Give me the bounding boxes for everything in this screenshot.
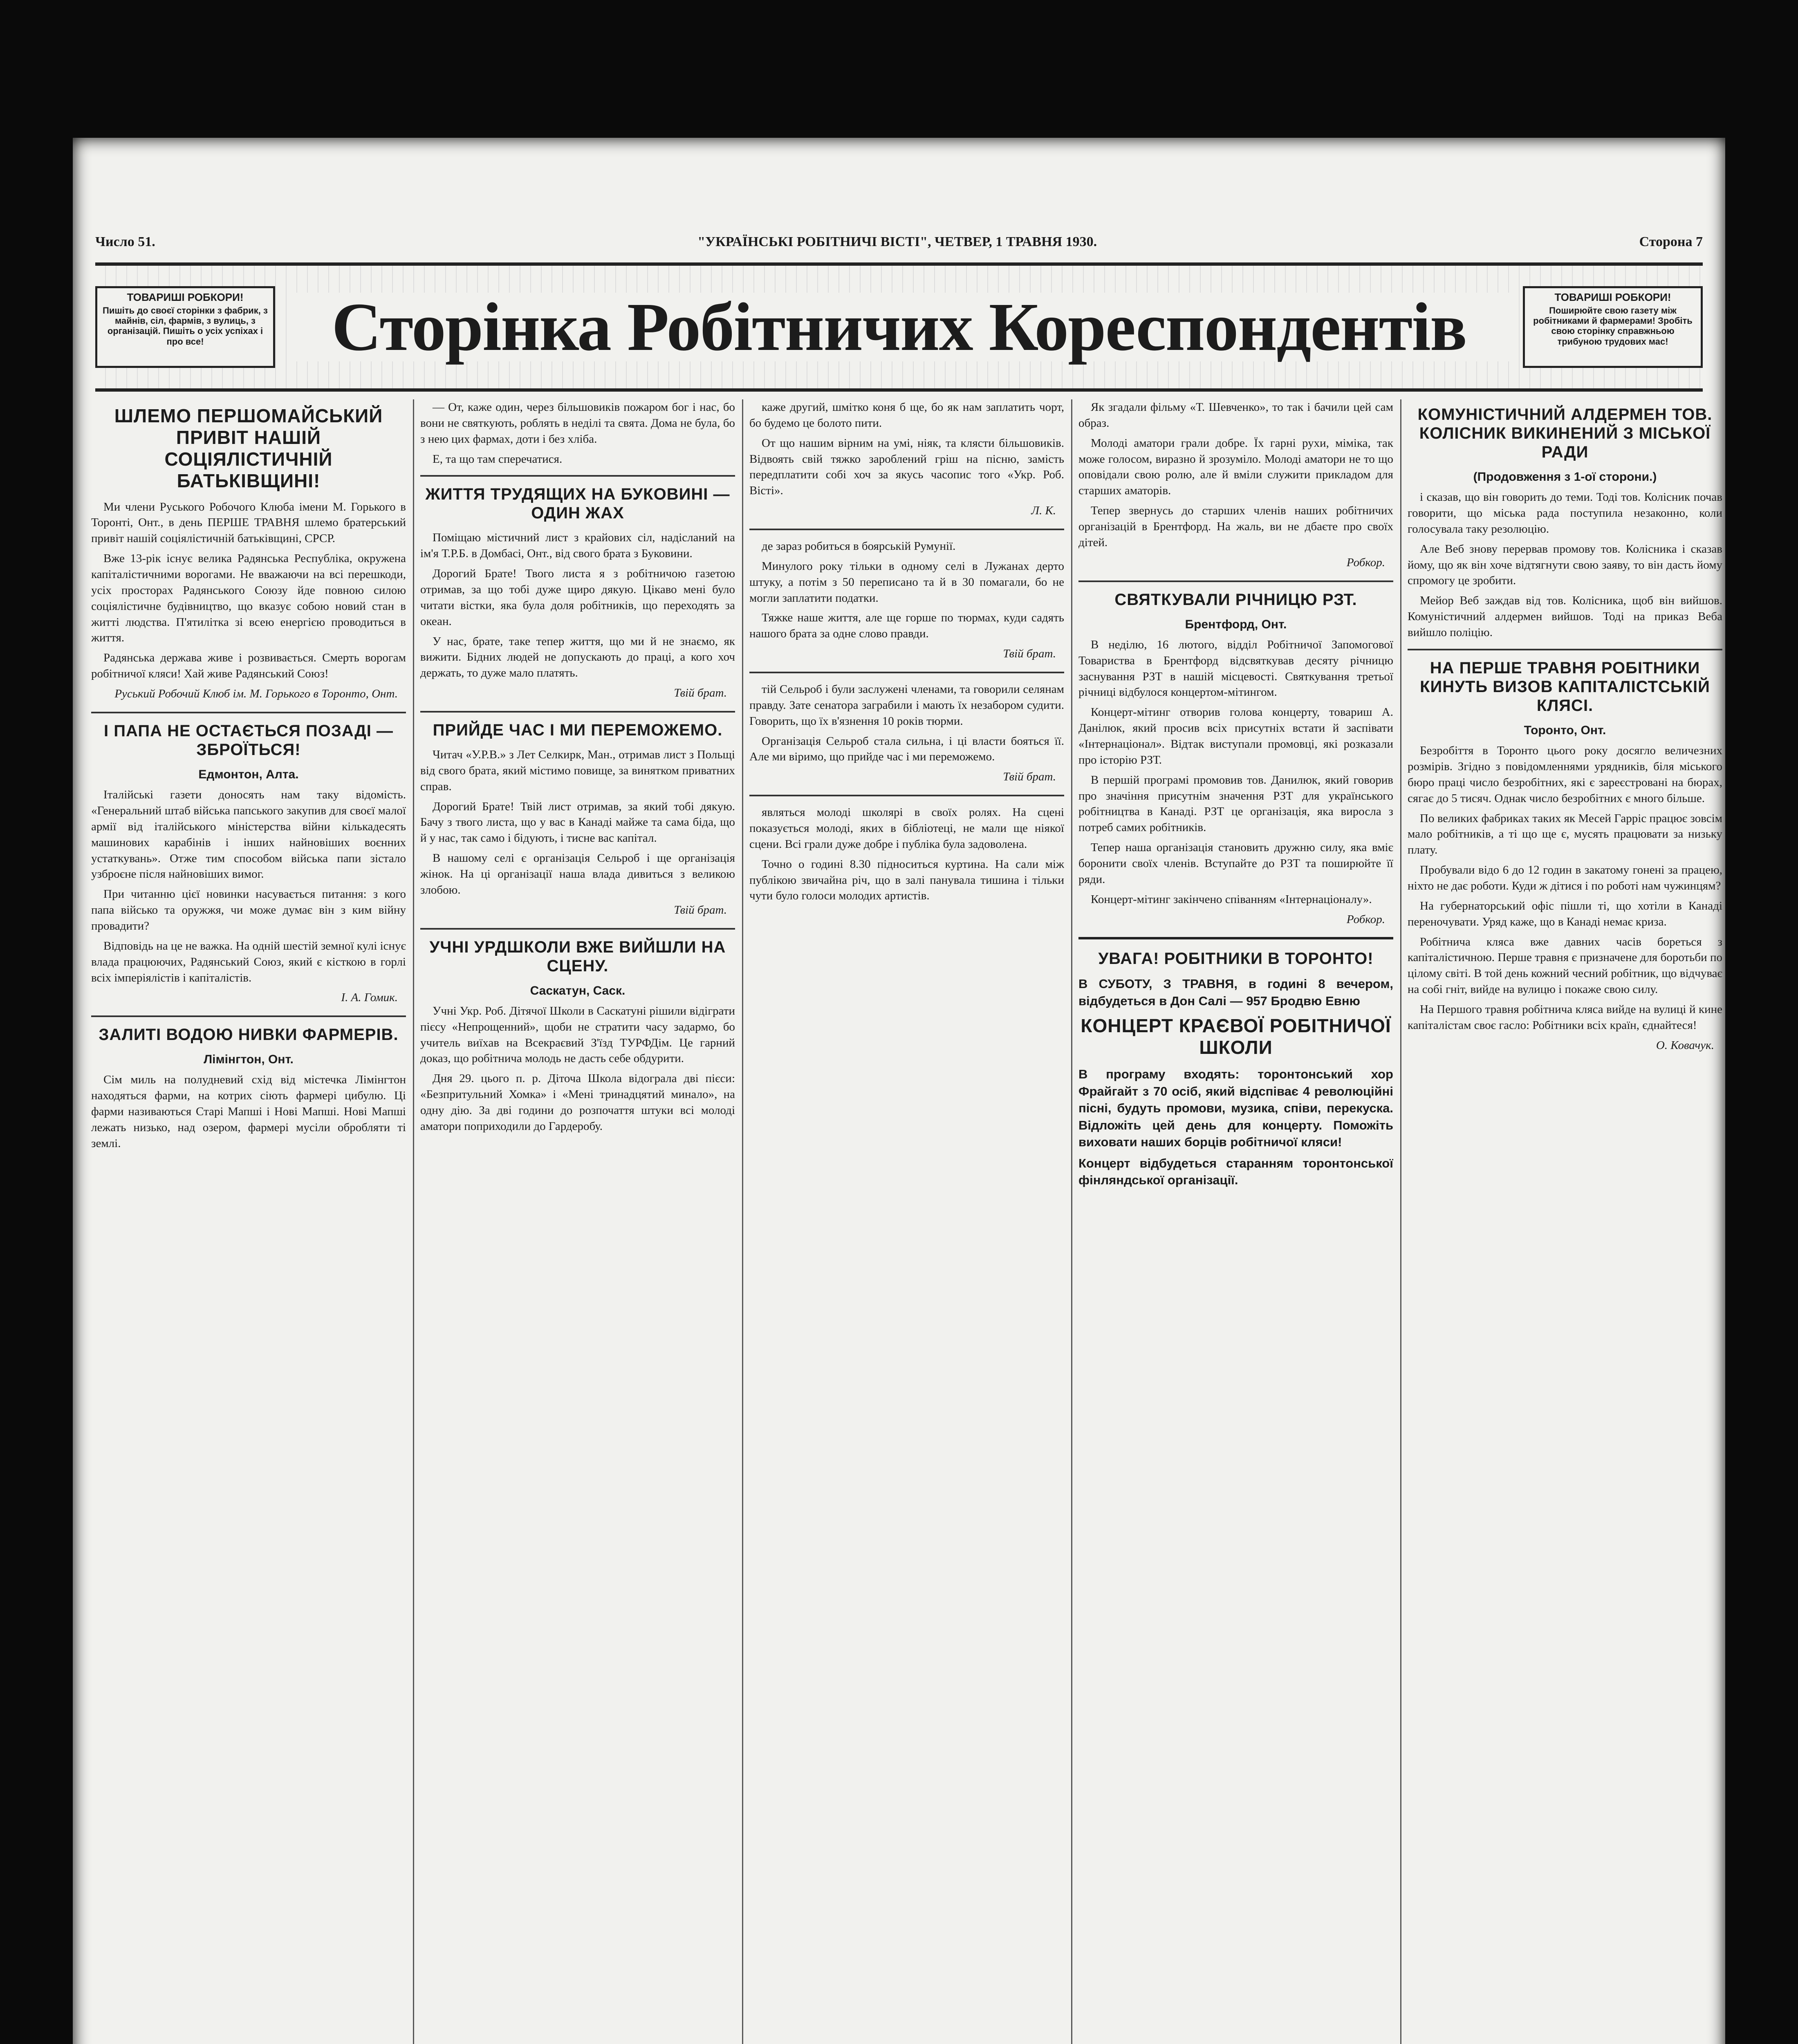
column-4 [1078,399,1393,2044]
article-divider [420,711,735,713]
dateline: Едмонтон, Алта. [198,767,299,781]
article-divider [91,1015,406,1017]
article-paragraph: Дня 29. цього п. р. Діточа Школа відограла дві пієси: «Безпритульний Хомка» і «Мені тринадцятий минало», на одну дію. За дві години до розпочаття штуки всі молоді аматори поприходили до Гардеробу. [420,1072,735,1133]
article-signature: Твій брат. [674,903,727,917]
article-paragraph: Відповідь на це не важка. На одній шестій земної кулі існує влада працюючих, Радянський Союз, який є кісткою в горлі всіх імперіялістів і капіталістів. [91,939,406,984]
article-paragraph: На Першого травня робітнича кляса вийде на вулиці й кине капіталістам своє гасло: Робітники всіх країн, єднайтеся! [1408,1003,1722,1032]
article-divider [1078,580,1393,582]
right-ear-box [1523,286,1703,368]
article-signature: І. А. Гомик. [341,991,398,1004]
column-1 [91,399,406,2044]
article-paragraph: тій Сельроб і були заслужені членами, та говорили селянам правду. Зате сенатора заграбили і мають їх незабором судити. Говорить, що їх в'язнення 10 років тюрми. [749,683,1064,728]
headline-attention-toronto: УВАГА! РОБІТНИКИ В ТОРОНТО! [1098,950,1374,968]
article-paragraph: У нас, брате, таке тепер життя, що ми й не знаємо, як вижити. Бідних людей не допускають до праці, а кого хоч держать, то дуже мало платять. [420,634,735,680]
article-paragraph: Учні Укр. Роб. Дітячої Школи в Саскатуні рішили відіграти пієсу «Непрощенний», щоби не стратити часу задармо, бо учитель виїхав на Всекраєвий З'їзд ТУРФДім. Це гарний доказ, що робітнича молодь не дасть себе обдурити. [420,1004,735,1065]
article-paragraph: На губернаторський офіс пішли ті, що хотіли в Канаді переночувати. Уряд каже, що в Канаді немає криза. [1408,899,1722,928]
article-paragraph: де зараз робиться в боярській Румунії. [762,540,956,553]
article-paragraph: Тяжке наше життя, але ще горше по тюрмах, куди садять нашого брата за одне слово правди. [749,611,1064,641]
article-paragraph: В першій програмі промовив тов. Данилюк, який говорив про значіння присутнім значення РЗТ для українського робітництва в Канаді. РЗТ це організація, яка виросла з потреб самих робітників. [1078,773,1393,834]
article-paragraph: В неділю, 16 лютого, відділ Робітничої Запомогової Товариства в Брентфорд відсвяткував десяту річницю заснування РЗТ в нашій місцевості. Святкування третьої річниці відбулося концертом-мітингом. [1078,638,1393,699]
paper-dateline: "УКРАЇНСЬКІ РОБІТНИЧІ ВІСТІ", ЧЕТВЕР, 1 ТРАВНЯ 1930. [697,234,1097,249]
article-paragraph: Сім миль на полудневий схід від містечка Лімінгтон находяться фарми, на котрих сіють фармері цибулю. Ці фарми називаються Старі Мапші і Нові Мапші. Нові Мапші лежать низько, над озером, фармері мусіли обробляти ті землі. [91,1073,406,1150]
article-paragraph: Дорогий Брате! Твого листа я з робітничою газетою отримав, за що тобі дуже щиро дякую. Цікаво мені було читати вістки, яка була доля робітників, що переходять за океан. [420,567,735,628]
article-paragraph: Точно о годині 8.30 підноситься куртина. На сали між публікою звичайна річ, що в залі панувала тишина і тільки чути було голоси молодих артистів. [749,857,1064,903]
article-paragraph: Безробіття в Торонто цього року досягло величезних розмірів. Згідно з повідомленнями урядників, біля міського бюро праці число безробітних, які є зареєстровані на бюрах, сягає до 5 тисяч. Однак число безробітних є много більше. [1408,744,1722,805]
left-ear-head: ТОВАРИШІ РОБКОРИ! [127,291,244,303]
article-signature: Твій брат. [1003,647,1056,661]
article-divider [749,672,1064,673]
continuation-note: (Продовження з 1-ої сторони.) [1473,470,1657,484]
dateline: Саскатун, Саск. [530,984,625,997]
column-rule [413,399,414,2044]
column-rule [1400,399,1401,2044]
article-paragraph: Ми члени Руського Робочого Клюба імени М. Горького в Торонті, Онт., в день ПЕРШЕ ТРАВНЯ шлемо братерський привіт нашій соціялістичній батьківщині, СРСР. [91,500,406,545]
article-paragraph: Мейор Веб заждав від тов. Колісника, щоб він вийшов. Комуністичний алдермен вийшов. Тоді на приказ Веба вийшло поліцію. [1408,594,1722,639]
article-paragraph: От що нашим вірним на умі, ніяк, та клясти більшовиків. Відвоять свій тяжко зароблений гріш на пісню, замість передплатити собі хоч за якусь часопис того «Укр. Роб. Вісті». [749,436,1064,498]
article-signature: Робкор. [1346,912,1385,926]
article-paragraph: Вже 13-рік існує велика Радянська Республіка, окружена капіталістичними ворогами. Не вважаючи на всі перешкоди, усіх просторах Радянського Союзу йде повною силою соціялістичне будівництво, що вказує собою новий стан в житті людства. П'ятилітка зі всею енергією проводиться в життя. [91,552,406,645]
article-paragraph: Тепер наша організація становить дружню силу, яка вміє боронити своїх членів. Вступайте до РЗТ та поширюйте її ряди. [1078,841,1393,886]
article-paragraph: Е, та що там сперечатися. [433,452,563,466]
article-divider [749,795,1064,796]
article-paragraph: являться молоді школярі в своїх ролях. На сцені показується молоді, яких в бібліотеці, не мали ще ніякої сцени. Всі грали дуже добре і публіка була задоволена. [749,806,1064,851]
article-paragraph: Читач «У.Р.В.» з Лет Селкирк, Ман., отримав лист з Польщі від свого брата, який містимо повище, за винятком приватних справ. [420,748,735,793]
article-divider [91,712,406,713]
section-banner [95,262,1703,392]
article-signature: Руський Робочий Клюб ім. М. Горького в Торонто, Онт. [114,687,398,701]
article-paragraph: Концерт-мітинг закінчено співанням «Інтернаціоналу». [1091,892,1372,906]
article-paragraph: При читанню цієї новинки насувається питання: з кого папа військо та оружжя, чи може думає він з ким війну провадити? [91,888,406,932]
dateline: Торонто, Онт. [1524,723,1606,737]
headline-we-will-win: ПРИЙДЕ ЧАС І МИ ПЕРЕМОЖЕМО. [433,721,723,740]
article-paragraph: Поміщаю містичний лист з крайових сіл, надісланий на ім'я Т.Р.Б. в Домбасі, Онт., від свого брата з Буковини. [420,531,735,560]
article-paragraph: і сказав, що він говорить до теми. Тоді тов. Колісник почав говорити, що міська рада поступила незаконно, коли голосувала таку резолюцію. [1408,491,1722,536]
issue-number: Число 51. [95,234,155,249]
page-folio [95,230,1703,254]
article-paragraph: каже другий, шмітко коня б ще, бо як нам заплатить чорт, бо будемо це болото пити. [749,401,1064,430]
headline-school-stage: УЧНІ УРДШКОЛИ ВЖЕ ВИЙШЛИ НА СЦЕНУ. [429,938,726,975]
column-2 [420,399,735,2044]
column-rule [1071,399,1072,2044]
section-title: Сторінка Робітничих Кореспондентів [287,293,1511,361]
headline-may-day-greeting: ШЛЕМО ПЕРШОМАЙСЬКИЙ ПРИВІТ НАШІЙ СОЦІЯЛІСТИЧНІЙ БАТЬКІВЩИНІ! [114,405,383,491]
article-divider [1408,649,1722,650]
headline-kolisnyk-expelled: КОМУНІСТИЧНИЙ АЛДЕРМЕН ТОВ. КОЛІСНИК ВИКИНЕНИЙ З МІСЬКОЇ РАДИ [1417,406,1713,461]
article-paragraph: Як згадали фільму «Т. Шевченко», то так і бачили цей сам образ. [1078,401,1393,430]
article-paragraph: Концерт-мітинг отворив голова концерту, товариш А. Данілюк, який просив всіх присутніх встати й заспівати «Інтернаціонал». Відтак виступали промовці, які розказали про історію РЗТ. [1078,706,1393,766]
announcement-text: Концерт відбудеться старанням торонтонської фінляндської організації. [1078,1156,1393,1188]
article-divider [749,529,1064,530]
article-paragraph: Молоді аматори грали добре. Їх гарні рухи, міміка, так може голосом, виразно й зрозуміло. Молоді аматори не то що оповідали свою ролю, але й вміли служити прикладом для старших аматорів. [1078,436,1393,498]
headline-rzt-anniversary: СВЯТКУВАЛИ РІЧНИЦЮ РЗТ. [1114,590,1357,609]
article-paragraph: Минулого року тільки в одному селі в Лужанах дерто штуку, а потім з 50 переписано та й в 30 помагали, бо не могли заплатити податки. [749,559,1064,605]
dateline: Лімінгтон, Онт. [204,1053,294,1067]
article-paragraph: Організація Сельроб стала сильна, і ці власти бояться її. Але ми віримо, що прийде час і ми переможемо. [749,734,1064,764]
article-signature: Л. К. [1031,504,1056,518]
article-signature: Твій брат. [1003,770,1056,784]
right-ear-body: Поширюйте свою газету між робітниками й фармерами! Зробіть свою сторінку справжньою трибуною трудових мас! [1533,305,1693,347]
article-signature: Твій брат. [674,686,727,700]
article-paragraph: Радянська держава живе і розвивається. Смерть ворогам робітничої кляси! Хай живе Радянський Союз! [91,651,406,681]
dateline: Брентфорд, Онт. [1185,617,1287,631]
article-signature: О. Ковачук. [1656,1038,1714,1052]
article-paragraph: Пробували відо 6 до 12 годин в закатому гонені за працею, ніхто не дає роботи. Куди ж дітися і по роботі нам чужинцям? [1408,863,1722,892]
page-number: Сторона 7 [1639,234,1703,249]
article-divider [420,475,735,477]
column-5 [1408,399,1722,2044]
right-ear-head: ТОВАРИШІ РОБКОРИ! [1554,291,1671,303]
left-ear-box [95,286,275,368]
headline-concert: КОНЦЕРТ КРАЄВОЇ РОБІТНИЧОЇ ШКОЛИ [1081,1015,1391,1058]
headline-may-day-challenge: НА ПЕРШЕ ТРАВНЯ РОБІТНИКИ КИНУТЬ ВИЗОВ КАПІТАЛІСТСЬКІЙ КЛЯСІ. [1420,659,1710,715]
article-paragraph: Але Веб знову перервав промову тов. Колісника і сказав йому, що як він хоче відтягнути свою заяву, то він дасть йому спромогу це зробити. [1408,542,1722,587]
headline-flooded-fields: ЗАЛИТІ ВОДОЮ НИВКИ ФАРМЕРІВ. [99,1026,399,1044]
article-paragraph: — От, каже один, через більшовиків пожаром бог і нас, бо вони не святкують, роблять в неділі та свята. Дома не була, бо з нею цих фармах, доти і без хліба. [420,401,735,446]
article-paragraph: Робітнича кляса вже давних часів бореться з капіталістичною. Перше травня є призначене для боротьби по цілому світі. В той день кожний чесний робітник, що відчуває на собі гніт, вийде на вулицю і покаже свою силу. [1408,935,1722,996]
headline-pope-arms: І ПАПА НЕ ОСТАЄТЬСЯ ПОЗАДІ — ЗБРОЇТЬСЯ! [104,722,393,759]
announcement-text: В СУБОТУ, З ТРАВНЯ, в годині 8 вечером, відбудеться в Дон Салі — 957 Бродвю Евню [1078,977,1393,1008]
column-3 [749,399,1064,2044]
concert-announcement [1078,937,1393,1189]
article-paragraph: Італійські газети доносять нам таку відомість. «Генеральний штаб війська папського закупив для своєї малої армії від італійського міністерства війни кількадесять машинових карабінів і інших найновіших воєнних устаткувань». Отже тим способом війська папи зістало узброєне після найновіших вимог. [91,788,406,881]
article-paragraph: Тепер звернусь до старших членів наших робітничих організацій в Брентфорд. На жаль, ви не дбаєте про своїх дітей. [1078,504,1393,549]
headline-bukovina-life: ЖИТТЯ ТРУДЯЩИХ НА БУКОВИНІ — ОДИН ЖАХ [425,485,730,522]
announcement-text: В програму входять: торонтонський хор Фрайгайт з 70 осіб, який відспіває 4 революційні пісні, будуть промови, музика, співи, перекуска. Відложіть цей день для концерту. Поможіть виховати наших борців робітничої кляси! [1078,1067,1393,1150]
article-paragraph: Дорогий Брате! Твій лист отримав, за який тобі дякую. Бачу з твого листа, що у вас в Канаді майже та сама біда, що й у нас, так само і бідують, і тисне вас капітал. [420,800,735,845]
article-paragraph: В нашому селі є організація Сельроб і ще організація жінок. На ці організації наша влада дивиться з великою злобою. [420,852,735,896]
column-rule [742,399,743,2044]
article-signature: Робкор. [1346,556,1385,569]
newspaper-page [73,138,1725,2044]
article-divider [420,928,735,930]
article-paragraph: По великих фабриках таких як Месей Гарріс працює зовсім мало робітників, а ті що ще є, мусять працювати за низьку плату. [1408,811,1722,857]
left-ear-body: Пишіть до своєї сторінки з фабрик, з майнів, сіл, фармів, з вулиць, з організацій. Пишіть о усіх успіхах і про все! [103,305,268,347]
